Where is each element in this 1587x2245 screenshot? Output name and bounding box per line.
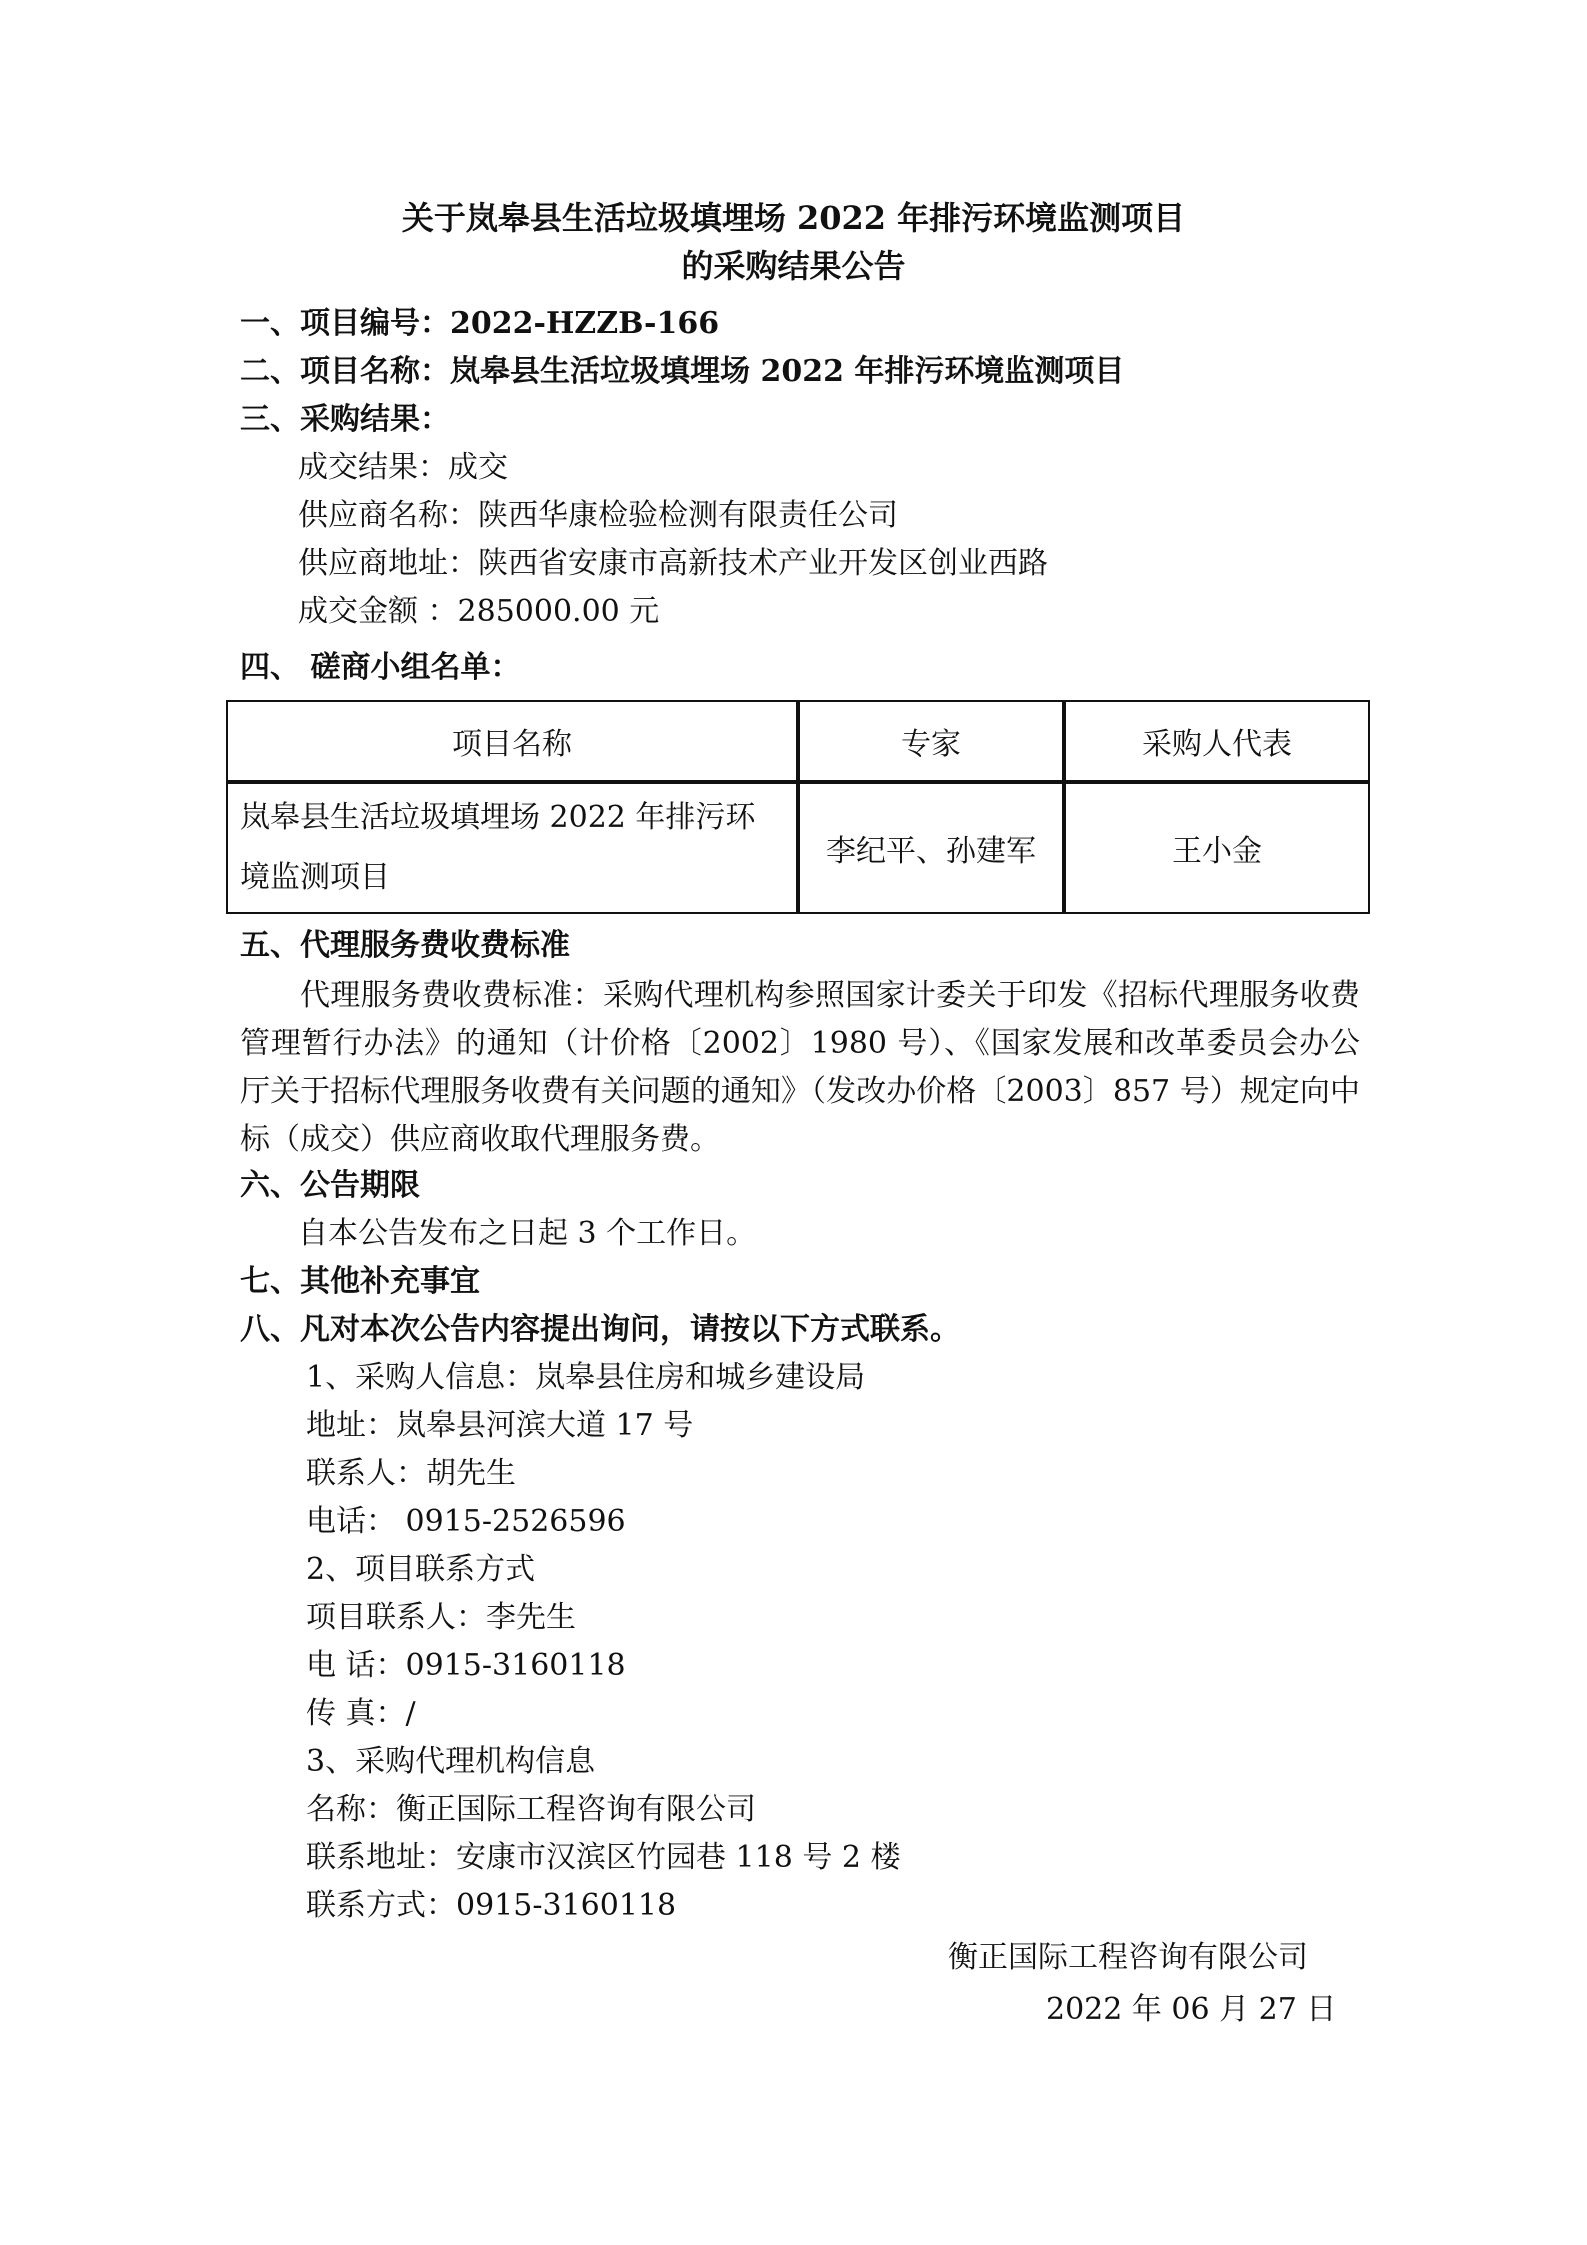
section-other-matters: 七、其他补充事宜: [240, 1264, 480, 1299]
agency-name: 名称：衡正国际工程咨询有限公司: [306, 1792, 756, 1827]
result-status: 成交结果：成交: [298, 450, 508, 485]
supplier-name: 供应商名称：陕西华康检验检测有限责任公司: [298, 498, 898, 533]
project-contact-person: 项目联系人：李先生: [306, 1600, 576, 1635]
buyer-phone: 电话： 0915-2526596: [306, 1504, 626, 1539]
section-project-number: 一、项目编号：2022-HZZB-166: [240, 306, 720, 341]
signature-date: 2022 年 06 月 27 日: [1046, 1992, 1337, 2027]
supplier-address: 供应商地址：陕西省安康市高新技术产业开发区创业西路: [298, 546, 1048, 581]
table-header-project: 项目名称: [226, 700, 798, 782]
signature-organization: 衡正国际工程咨询有限公司: [948, 1940, 1308, 1975]
section-contact-intro: 八、凡对本次公告内容提出询问，请按以下方式联系。: [240, 1312, 960, 1347]
buyer-info-heading: 1、采购人信息：岚皋县住房和城乡建设局: [306, 1360, 866, 1395]
project-contact-phone: 电 话：0915-3160118: [306, 1648, 626, 1683]
agency-fee-paragraph: 代理服务费收费标准：采购代理机构参照国家计委关于印发《招标代理服务收费管理暂行办法》的通知（计价格〔2002〕1980 号）、《国家发展和改革委员会办公厅关于招标代理服务收费有关问题的通知》（发改办价格〔2003〕857 号）规定向中标（成交）供应商收取代理服务费。: [240, 978, 1360, 1157]
document-title-line-2: 的采购结果公告: [681, 247, 906, 285]
table-cell-experts: 李纪平、孙建军: [798, 782, 1064, 914]
table-header-rep: 采购人代表: [1064, 700, 1370, 782]
table-cell-project-text: 岚皋县生活垃圾填埋场 2022 年排污环境监测项目: [240, 800, 756, 895]
project-contact-fax: 传 真：/: [306, 1696, 416, 1731]
buyer-address: 地址：岚皋县河滨大道 17 号: [306, 1408, 694, 1443]
buyer-contact-person: 联系人：胡先生: [306, 1456, 516, 1491]
table-cell-rep: 王小金: [1064, 782, 1370, 914]
table-cell-project: [226, 782, 798, 914]
section-notice-period: 六、公告期限: [240, 1168, 420, 1203]
agency-phone: 联系方式：0915-3160118: [306, 1888, 677, 1923]
notice-period-text: 自本公告发布之日起 3 个工作日。: [298, 1216, 757, 1251]
project-contact-heading: 2、项目联系方式: [306, 1552, 536, 1587]
table-header-experts: 专家: [798, 700, 1064, 782]
agency-address: 联系地址：安康市汉滨区竹园巷 118 号 2 楼: [306, 1840, 901, 1875]
section-panel-list: 四、 磋商小组名单：: [240, 650, 521, 685]
section-agency-fee: 五、代理服务费收费标准: [240, 928, 570, 963]
section-project-name: 二、项目名称：岚皋县生活垃圾填埋场 2022 年排污环境监测项目: [240, 354, 1125, 389]
deal-amount: 成交金额 ：285000.00 元: [298, 594, 660, 629]
section-procurement-result: 三、采购结果：: [240, 402, 450, 437]
document-title-line-1: 关于岚皋县生活垃圾填埋场 2022 年排污环境监测项目: [401, 199, 1186, 237]
agency-info-heading: 3、采购代理机构信息: [306, 1744, 596, 1779]
